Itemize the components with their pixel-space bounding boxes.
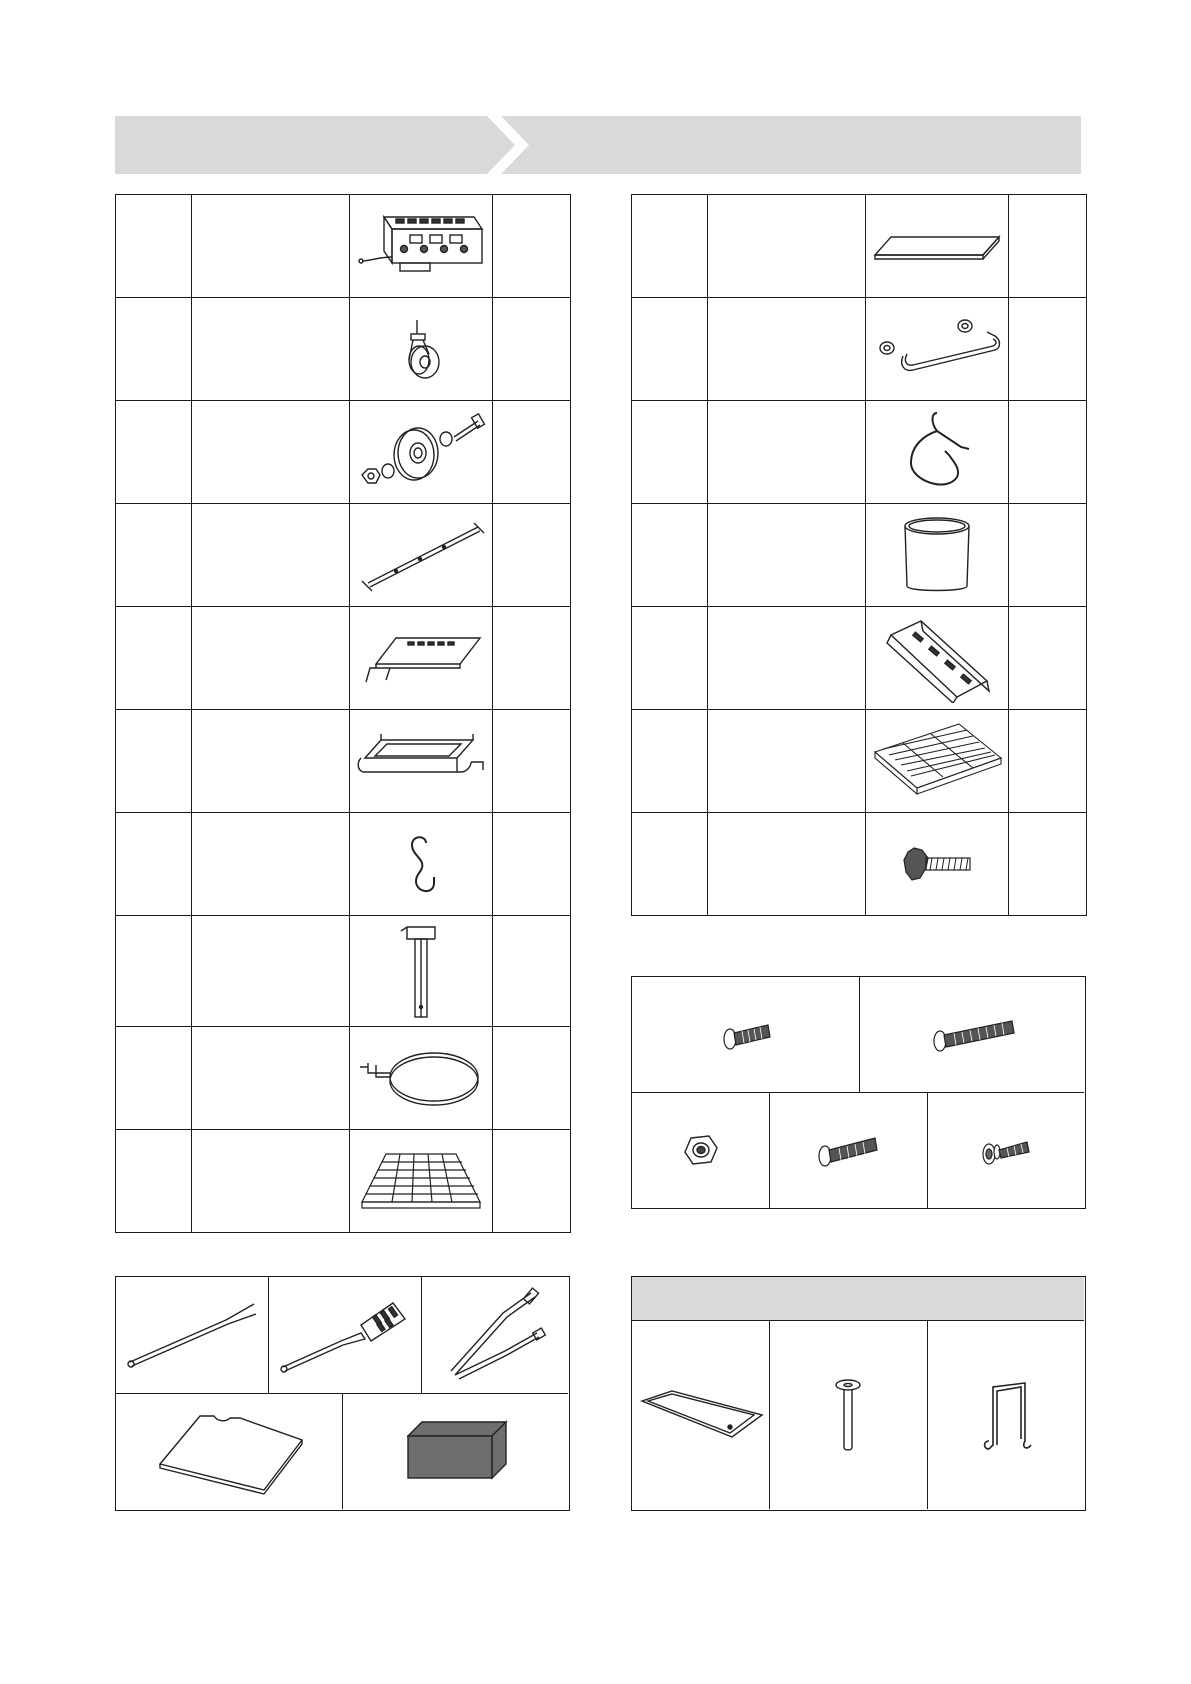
table-row bbox=[116, 504, 571, 607]
cooking-grate-icon bbox=[869, 718, 1005, 804]
tool-cell bbox=[421, 1277, 571, 1393]
hex-nut-icon bbox=[681, 1130, 721, 1170]
part-qty-cell bbox=[493, 195, 571, 298]
tools-box bbox=[115, 1276, 570, 1511]
fork-icon bbox=[122, 1300, 262, 1370]
table-row bbox=[116, 916, 571, 1027]
table-row bbox=[116, 607, 571, 710]
flat-tray-icon bbox=[869, 221, 1005, 271]
hardware-cell bbox=[859, 977, 1087, 1092]
hardware-cell bbox=[769, 1092, 927, 1208]
handle-icon bbox=[869, 314, 1005, 384]
extra-cell bbox=[769, 1320, 927, 1509]
side-shelf-icon bbox=[356, 628, 486, 688]
long-screw-icon bbox=[928, 1015, 1018, 1055]
tool-cell bbox=[116, 1277, 268, 1393]
hardware-cell bbox=[927, 1092, 1087, 1208]
crossbar-icon bbox=[356, 515, 486, 595]
s-hook-icon bbox=[396, 829, 446, 899]
extra-cell bbox=[927, 1320, 1087, 1509]
medium-screw-icon bbox=[813, 1130, 883, 1170]
short-screw-icon bbox=[716, 1015, 776, 1055]
warming-rack-icon bbox=[356, 1146, 486, 1216]
cleaning-brick-icon bbox=[402, 1416, 512, 1486]
table-row bbox=[632, 607, 1087, 710]
grill-body-icon bbox=[356, 209, 486, 284]
table-row bbox=[116, 298, 571, 401]
table-row bbox=[116, 195, 571, 298]
table-row bbox=[116, 1130, 571, 1233]
spatula-icon bbox=[275, 1295, 415, 1375]
heat-tent-icon bbox=[877, 613, 997, 703]
hardware-box bbox=[631, 976, 1086, 1209]
bottom-frame-icon bbox=[353, 726, 489, 796]
grease-cup-icon bbox=[897, 512, 977, 598]
part-image-cell bbox=[350, 195, 493, 298]
table-row bbox=[632, 298, 1087, 401]
part-number-cell bbox=[116, 195, 192, 298]
table-row bbox=[116, 1027, 571, 1130]
tool-cell bbox=[268, 1277, 421, 1393]
extra-cell bbox=[632, 1320, 769, 1509]
drip-plate-icon bbox=[636, 1385, 766, 1445]
washer-bolt-icon bbox=[977, 1130, 1037, 1170]
part-description-cell bbox=[192, 195, 350, 298]
knob-bolt-icon bbox=[892, 834, 982, 894]
ring-holder-icon bbox=[356, 1043, 486, 1113]
extras-box bbox=[631, 1276, 1086, 1511]
tool-cell bbox=[342, 1393, 571, 1509]
hardware-cell bbox=[632, 1092, 769, 1208]
tool-cell bbox=[116, 1393, 342, 1509]
cutting-board-icon bbox=[154, 1406, 304, 1496]
pin-icon bbox=[828, 1375, 868, 1455]
hook-bracket-icon bbox=[977, 1375, 1037, 1455]
table-row bbox=[632, 504, 1087, 607]
section-banner bbox=[115, 116, 1081, 174]
table-row bbox=[632, 813, 1087, 916]
table-row bbox=[632, 710, 1087, 813]
tongs-icon bbox=[441, 1285, 551, 1385]
table-row bbox=[632, 195, 1087, 298]
parts-table-right bbox=[631, 194, 1087, 916]
wheel-axle-set-icon bbox=[356, 407, 486, 497]
parts-table-left bbox=[115, 194, 571, 1233]
table-row bbox=[116, 813, 571, 916]
table-row bbox=[116, 401, 571, 504]
wire-hanger-icon bbox=[897, 407, 977, 497]
table-row bbox=[116, 710, 571, 813]
table-row bbox=[632, 401, 1087, 504]
leg-bracket-icon bbox=[391, 921, 451, 1021]
caster-wheel-icon bbox=[391, 314, 451, 384]
extras-header bbox=[632, 1277, 1084, 1320]
hardware-cell bbox=[632, 977, 859, 1092]
